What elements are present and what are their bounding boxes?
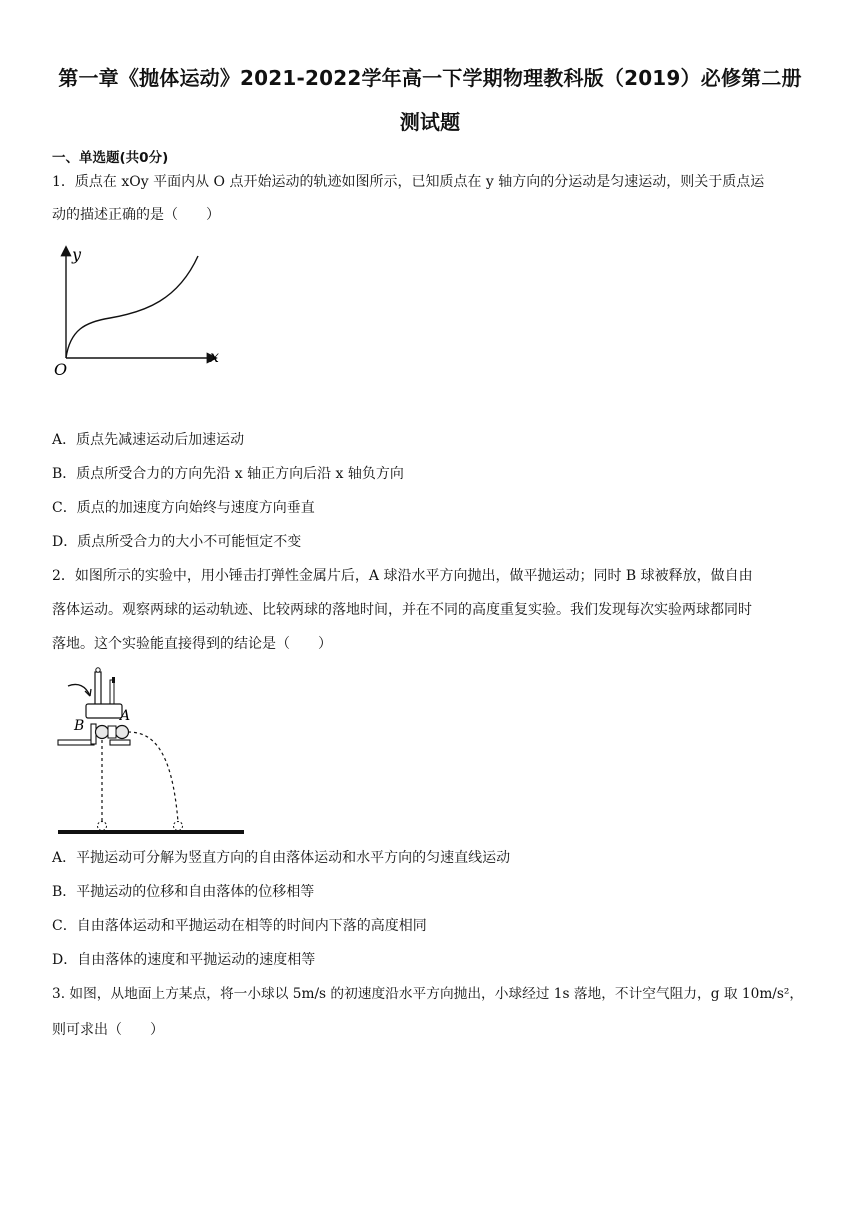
q2-stem-line3: 落地。这个实验能直接得到的结论是（ ） bbox=[52, 636, 332, 652]
q3-stem-line1: 3. 如图，从地面上方某点，将一小球以 5m/s 的初速度沿水平方向抛出，小球经过 1s 落地，不计空气阻力，g 取 10m/s²， bbox=[52, 986, 804, 1002]
q1-stem-line1: 1．质点在 xOy 平面内从 O 点开始运动的轨迹如图所示，已知质点在 y 轴方向的分运动是匀速运动，则关于质点运 bbox=[52, 174, 765, 190]
ball-a-label: A bbox=[120, 708, 131, 724]
q1-stem-line2: 动的描述正确的是（ ） bbox=[52, 207, 220, 223]
striker-block bbox=[86, 704, 122, 718]
ball-b-label: B bbox=[74, 718, 85, 734]
q2-option-a[interactable]: A．平抛运动可分解为竖直方向的自由落体运动和水平方向的匀速直线运动 bbox=[52, 850, 511, 866]
q1-origin-label: O bbox=[54, 360, 68, 378]
ball-b bbox=[96, 726, 109, 739]
q2-stem-line1: 2．如图所示的实验中，用小锤击打弹性金属片后，A 球沿水平方向抛出，做平抛运动；同时 B 球被释放，做自由 bbox=[52, 568, 753, 584]
document-title-line2: 测试题 bbox=[399, 110, 461, 134]
q1-trajectory-curve bbox=[66, 256, 198, 358]
projectile-path bbox=[128, 732, 178, 822]
left-platform bbox=[58, 740, 94, 745]
q2-option-c[interactable]: C．自由落体运动和平抛运动在相等的时间内下落的高度相同 bbox=[52, 918, 427, 934]
q2-stem-line2: 落体运动。观察两球的运动轨迹、比较两球的落地时间，并在不同的高度重复实验。我们发现每次实验两球都同时 bbox=[52, 602, 752, 618]
hammer-arrow bbox=[68, 684, 90, 696]
q2-option-b[interactable]: B．平抛运动的位移和自由落体的位移相等 bbox=[52, 884, 315, 900]
q1-axis-label-y: y bbox=[72, 245, 82, 264]
document-title-line1: 第一章《抛体运动》2021-2022学年高一下学期物理教科版（2019）必修第二册 bbox=[58, 66, 802, 90]
q3-stem-line2: 则可求出（ ） bbox=[52, 1022, 164, 1038]
q1-trajectory-figure bbox=[50, 238, 230, 378]
q1-option-c[interactable]: C．质点的加速度方向始终与速度方向垂直 bbox=[52, 500, 315, 516]
q1-option-b[interactable]: B．质点所受合力的方向先沿 x 轴正方向后沿 x 轴负方向 bbox=[52, 466, 404, 482]
ball-a bbox=[116, 726, 129, 739]
right-platform bbox=[110, 740, 130, 745]
q1-option-d[interactable]: D．质点所受合力的大小不可能恒定不变 bbox=[52, 534, 302, 550]
section-heading: 一、单选题(共0分) bbox=[52, 150, 169, 166]
q1-option-a[interactable]: A．质点先减速运动后加速运动 bbox=[52, 432, 245, 448]
q1-axis-label-x: x bbox=[210, 347, 220, 366]
q2-experiment-figure bbox=[52, 664, 252, 840]
q2-option-d[interactable]: D．自由落体的速度和平抛运动的速度相等 bbox=[52, 952, 316, 968]
ground bbox=[58, 830, 244, 834]
